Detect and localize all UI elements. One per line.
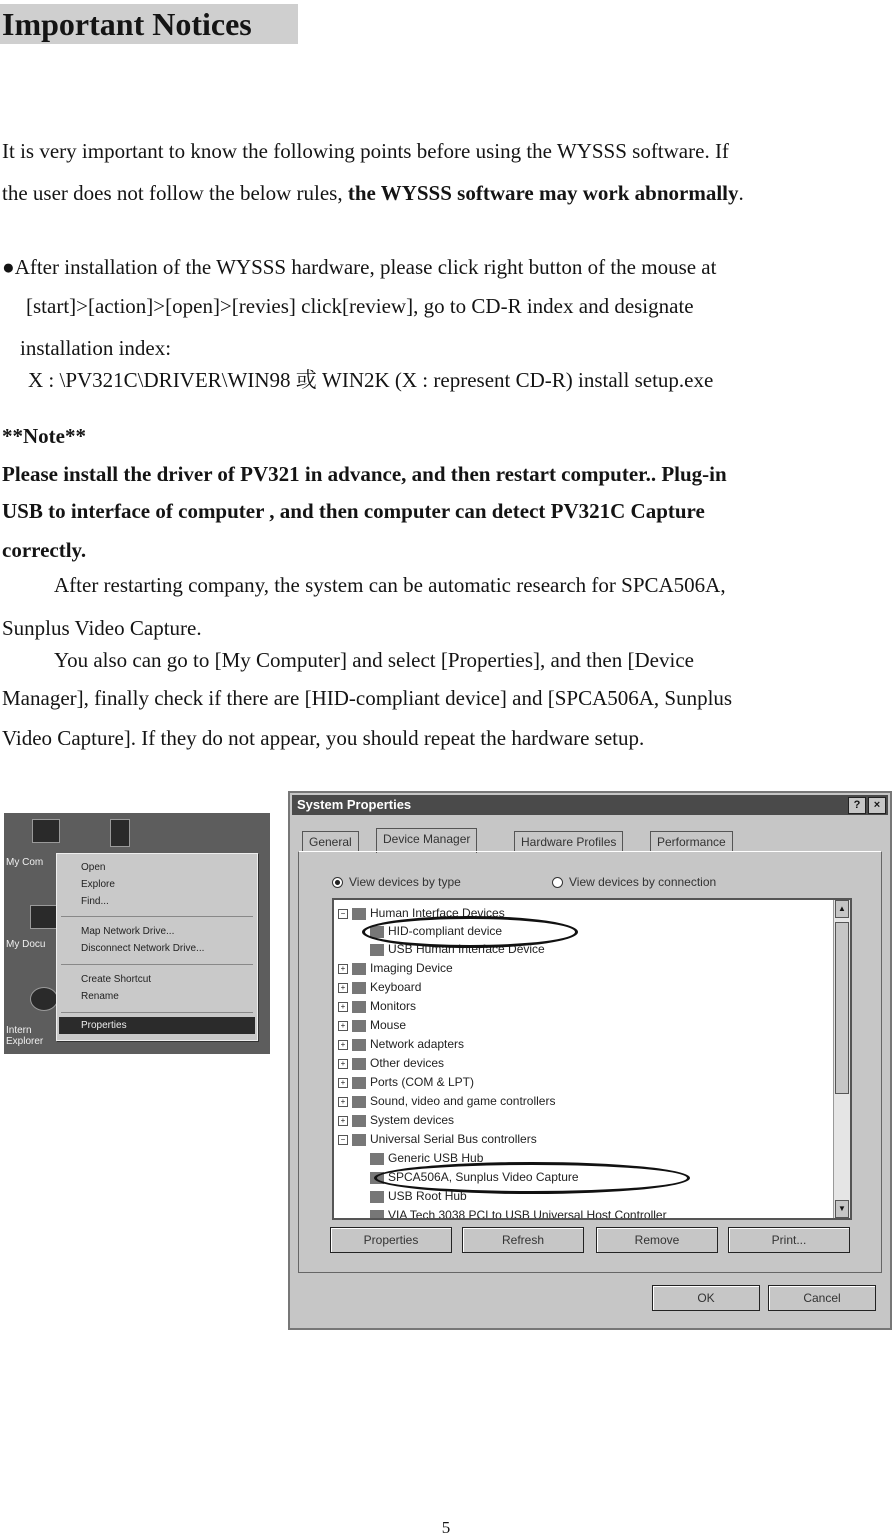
usb-icon [370,1210,384,1220]
tree-item-network-adapters[interactable] [338,1035,464,1053]
para2-line-2: Manager], finally check if there are [HID-compliant device] and [SPCA506A, Sunplus [2,686,733,710]
tree-item-mouse[interactable] [338,1016,406,1034]
note-line-2: USB to interface of computer , and then computer can detect PV321C Capture [2,499,705,523]
tree-label: Human Interface Devices [370,906,505,920]
radio-checked-icon [332,877,343,888]
radio-view-by-type[interactable] [332,875,461,889]
camera-icon [352,963,366,975]
radio-view-by-type-label: View devices by type [349,875,461,889]
desktop-label-my-documents: My Docu [6,939,46,950]
cancel-button[interactable]: Cancel [768,1285,876,1311]
tree-label: Monitors [370,999,417,1013]
highlight-oval-spca506a [374,1162,690,1194]
menu-separator [61,964,253,965]
para2-line-1: You also can go to [My Computer] and select [Properties], and then [Device [54,648,694,672]
monitor-icon [352,1001,366,1013]
properties-button[interactable]: Properties [330,1227,452,1253]
tree-item-imaging-device[interactable] [338,959,453,977]
menu-item-disconnect-network-drive[interactable]: Disconnect Network Drive... [81,943,205,954]
expand-icon[interactable]: + [338,1078,348,1088]
expand-icon[interactable]: + [338,1040,348,1050]
tab-general[interactable]: General [302,831,359,852]
tree-label: Ports (COM & LPT) [370,1075,475,1089]
close-button[interactable]: × [868,797,886,814]
refresh-button[interactable]: Refresh [462,1227,584,1253]
tree-item-keyboard[interactable] [338,978,421,996]
expand-icon[interactable]: + [338,964,348,974]
collapse-icon[interactable]: − [338,909,348,919]
desktop-label-internet-explorer: Intern Explorer [6,1025,44,1047]
tree-label: SPCA506A, Sunplus Video Capture [388,1170,579,1184]
usb-icon [370,1191,384,1203]
tree-item-system-devices[interactable] [338,1111,454,1129]
tree-item-ports[interactable] [338,1073,474,1091]
para2-line-3: Video Capture]. If they do not appear, you should repeat the hardware setup. [2,726,645,750]
menu-separator [61,916,253,917]
bullet-line-4: X : \PV321C\DRIVER\WIN98 或 WIN2K (X : represent CD-R) install setup.exe [28,368,714,392]
tree-label: Other devices [370,1056,445,1070]
port-icon [352,1077,366,1089]
print-button[interactable]: Print... [728,1227,850,1253]
tree-item-other-devices[interactable] [338,1054,444,1072]
tree-item-sound-video[interactable] [338,1092,555,1110]
intro-line-2 [2,175,744,212]
my-documents-icon [30,905,58,929]
tab-device-manager[interactable]: Device Manager [376,828,477,853]
menu-item-properties[interactable]: Properties [81,1020,127,1031]
bullet-line-1 [2,255,716,280]
ok-button[interactable]: OK [652,1285,760,1311]
scroll-thumb[interactable] [835,922,849,1094]
radio-view-by-connection-label: View devices by connection [569,875,717,889]
radio-view-by-connection[interactable] [552,875,716,889]
intro-warning: the WYSSS software may work abnormally [347,181,739,205]
tab-performance[interactable]: Performance [650,831,733,852]
tree-label: USB Human Interface Device [388,942,545,956]
page-number: 5 [441,1518,451,1537]
bullet-line-2: [start]>[action]>[open]>[revies] click[review], go to CD-R index and designate [26,294,694,318]
page-title: Important Notices [0,4,298,44]
menu-separator [61,1012,253,1013]
para1-line-1: After restarting company, the system can be automatic research for SPCA506A, [54,573,726,597]
collapse-icon[interactable]: − [338,1135,348,1145]
menu-item-map-network-drive[interactable]: Map Network Drive... [81,926,175,937]
usb-icon [370,1153,384,1165]
expand-icon[interactable]: + [338,1116,348,1126]
highlight-oval-hid [362,916,578,948]
expand-icon[interactable]: + [338,1059,348,1069]
tree-label: System devices [370,1113,455,1127]
bullet-line-3: installation index: [20,336,172,360]
menu-item-explore[interactable]: Explore [81,879,115,890]
menu-item-rename[interactable]: Rename [81,991,119,1002]
speaker-icon [352,1096,366,1108]
hid-icon [352,908,366,920]
scroll-up-arrow-icon[interactable]: ▲ [835,900,849,918]
usb-icon [352,1134,366,1146]
tree-label: Sound, video and game controllers [370,1094,556,1108]
tree-label: Keyboard [370,980,422,994]
expand-icon[interactable]: + [338,1097,348,1107]
menu-item-create-shortcut[interactable]: Create Shortcut [81,974,152,985]
keyboard-icon [352,982,366,994]
tree-label: Imaging Device [370,961,453,975]
tree-label: HID-compliant device [388,924,503,938]
radio-unchecked-icon [552,877,563,888]
tree-item-via-usb-controller[interactable] [370,1206,667,1220]
desktop-label-my-computer: My Com [6,857,44,868]
expand-icon[interactable]: + [338,983,348,993]
expand-icon[interactable]: + [338,1002,348,1012]
remove-button[interactable]: Remove [596,1227,718,1253]
title-bar [292,795,888,815]
mouse-icon [352,1020,366,1032]
my-computer-icon [32,819,60,843]
expand-icon[interactable]: + [338,1021,348,1031]
help-button[interactable]: ? [848,797,866,814]
bullet-text-1: After installation of the WYSSS hardware, please click right button of the mouse at [14,255,717,279]
window-title: System Properties [297,797,412,812]
menu-item-find[interactable]: Find... [81,896,109,907]
bullet-icon: ● [2,255,15,279]
tree-label: Universal Serial Bus controllers [370,1132,537,1146]
tree-label: Mouse [370,1018,407,1032]
tree-item-monitors[interactable] [338,997,416,1015]
tree-label: Generic USB Hub [388,1151,484,1165]
tree-scrollbar[interactable] [833,900,850,1218]
recycle-bin-icon [110,819,130,847]
para1-line-2: Sunplus Video Capture. [2,616,202,640]
menu-item-open[interactable]: Open [81,862,106,873]
tree-label: Network adapters [370,1037,465,1051]
internet-explorer-icon [30,987,58,1011]
tree-label: USB Root Hub [388,1189,467,1203]
note-line-1: Please install the driver of PV321 in advance, and then restart computer.. Plug-in [2,462,727,486]
intro-line-1: It is very important to know the following points before using the WYSSS software. If [2,139,729,163]
network-icon [352,1039,366,1051]
system-properties-window [288,791,892,1330]
device-tree[interactable] [332,898,852,1220]
hid-device-icon [370,944,384,956]
note-heading: **Note** [2,424,86,448]
question-icon [352,1058,366,1070]
scroll-down-arrow-icon[interactable]: ▼ [835,1200,849,1218]
context-menu [56,853,258,1041]
tab-hardware-profiles[interactable]: Hardware Profiles [514,831,623,852]
computer-icon [352,1115,366,1127]
intro-line-2-start: the user does not follow the below rules, [2,181,348,205]
note-line-3: correctly. [2,538,87,562]
intro-line-2-end: . [738,181,744,205]
desktop-context-menu-screenshot [4,813,270,1054]
tree-label: VIA Tech 3038 PCI to USB Universal Host Controller [388,1208,667,1220]
tree-item-usb-controllers[interactable] [338,1130,537,1148]
